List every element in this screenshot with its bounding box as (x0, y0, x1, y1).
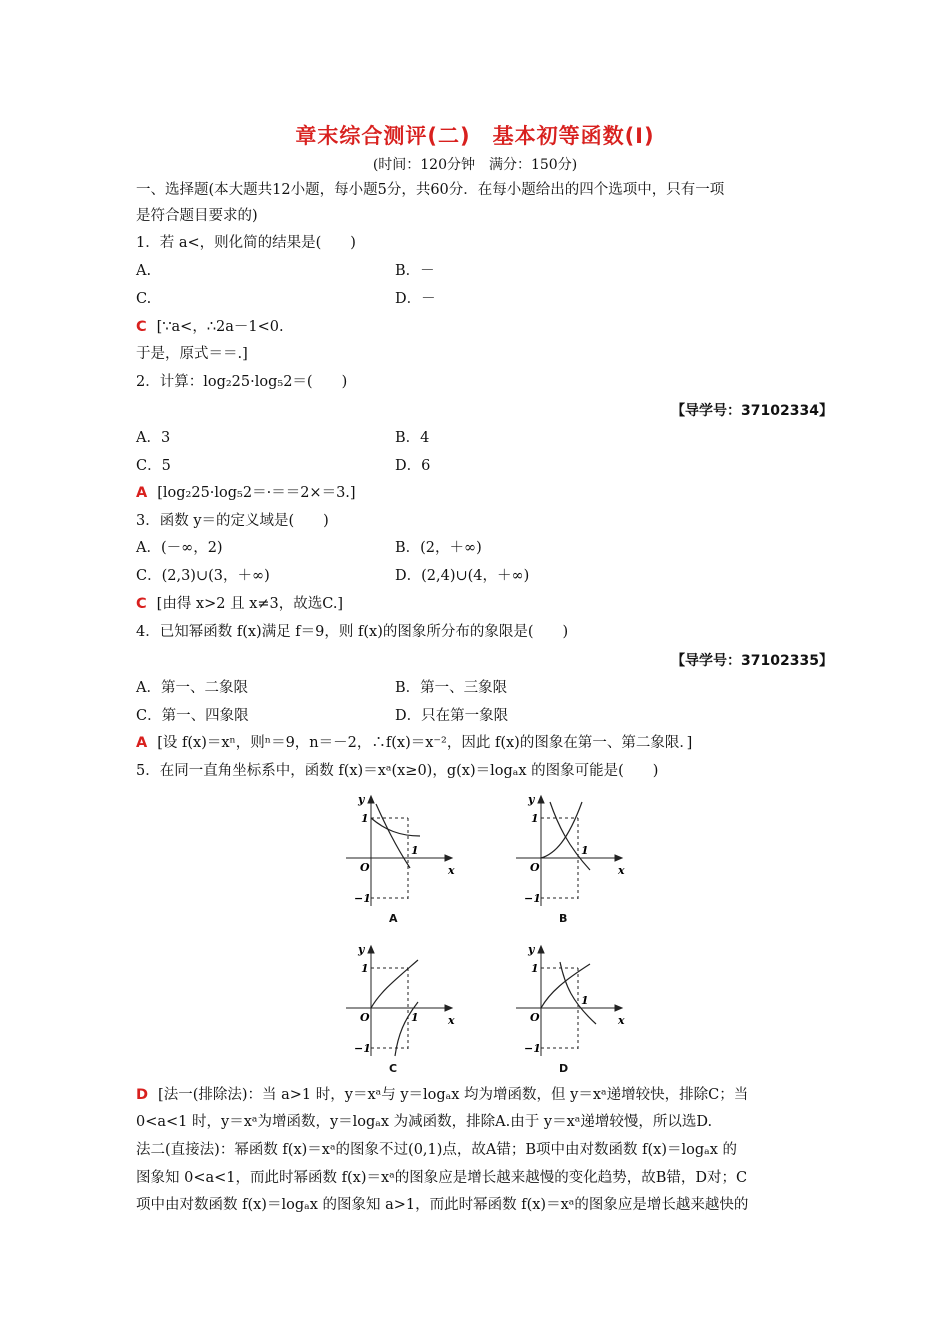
q3-solution: C [由得 x>2 且 x≠3，故选C.] (136, 596, 344, 612)
graph-b (510, 790, 630, 925)
graph-c-tick-1: 1 (361, 962, 369, 975)
q4-solution: A [设 f(x)＝xⁿ，则ⁿ＝9，n＝－2，∴f(x)＝x⁻²，因此 f(x)的图象在第一、第二象限．] (136, 735, 693, 751)
q5-solution-line4: 图象知 0<a<1，而此时幂函数 f(x)＝xᵃ的图象应是增长越来越慢的变化趋势，故B错，D对；C (136, 1170, 748, 1186)
graph-d (510, 940, 630, 1075)
graph-a-tick-neg1: −1 (354, 892, 371, 905)
graph-c (340, 940, 460, 1075)
graph-c-y-label: y (358, 943, 365, 956)
graph-d-tick-neg1: −1 (524, 1042, 541, 1055)
q2-solution: A [log₂25·log₅2＝·＝＝2×＝3.] (136, 485, 356, 501)
graph-a-label: A (389, 912, 398, 925)
graph-a (340, 790, 460, 925)
graph-d-y-label: y (528, 943, 535, 956)
graph-c-x-label: x (448, 1014, 455, 1027)
q2-answer: A (136, 485, 148, 501)
graph-d-origin: O (530, 1011, 540, 1024)
q1-option-c: C. (136, 291, 152, 307)
q1-option-d: D．－ (395, 291, 436, 307)
q4-option-d: D．只在第一象限 (395, 708, 509, 724)
q4-option-b: B．第一、三象限 (395, 680, 508, 696)
q5-answer: D (136, 1087, 149, 1103)
q5-solution-line3: 法二(直接法)：幂函数 f(x)＝xᵃ的图象不过(0,1)点，故A错；B项中由对数函数 f(x)＝logₐx 的 (136, 1142, 738, 1158)
graph-d-tick-1: 1 (531, 962, 539, 975)
graph-b-tick-1-x: 1 (581, 844, 589, 857)
q4-option-c: C．第一、四象限 (136, 708, 249, 724)
q1-solution-cont: 于是，原式＝＝.] (136, 346, 248, 362)
q3-answer: C (136, 596, 147, 612)
q2-option-a: A．3 (136, 430, 171, 446)
q5-solution-line2: 0<a<1 时，y＝xᵃ为增函数，y＝logₐx 为减函数，排除A.由于 y＝xᵃ递增较慢，所以选D. (136, 1114, 713, 1130)
q1-answer: C (136, 319, 147, 335)
page-subtitle: (时间：120分钟 满分：150分) (372, 157, 578, 173)
q3-stem: 3．函数 y＝的定义域是( ) (136, 513, 329, 529)
q2-guide-number: 【导学号：37102334】 (671, 403, 833, 419)
graph-b-tick-neg1: −1 (524, 892, 541, 905)
graph-d-x-label: x (618, 1014, 625, 1027)
graph-c-origin: O (360, 1011, 370, 1024)
q3-option-d: D．(2,4)∪(4，＋∞) (395, 568, 530, 584)
graph-c-tick-1-x: 1 (411, 1011, 419, 1024)
q3-option-b: B．(2，＋∞) (395, 540, 482, 556)
q5-solution: D [法一(排除法)：当 a>1 时，y＝xᵃ与 y＝logₐx 均为增函数，但 y＝xᵃ递增较快，排除C；当 (136, 1087, 749, 1103)
graph-d-tick-1-x: 1 (581, 994, 589, 1007)
graph-b-x-label: x (618, 864, 625, 877)
q2-stem: 2．计算：log₂25·log₅2＝( ) (136, 374, 348, 390)
graph-c-label: C (389, 1062, 398, 1075)
q2-option-b: B．4 (395, 430, 430, 446)
q1-stem: 1．若 a<，则化简的结果是( ) (136, 235, 356, 251)
q1-option-a: A. (136, 263, 152, 279)
q5-solution-line5: 项中由对数函数 f(x)＝logₐx 的图象知 a>1，而此时幂函数 f(x)＝xᵃ的图象应是增长越来越快的 (136, 1197, 749, 1213)
graph-a-origin: O (360, 861, 370, 874)
q4-answer: A (136, 735, 148, 751)
graph-c-tick-neg1: −1 (354, 1042, 371, 1055)
graph-a-x-label: x (448, 864, 455, 877)
graph-d-label: D (559, 1062, 569, 1075)
q1-solution: C [∵a<，∴2a－1<0. (136, 319, 284, 335)
graph-b-label: B (559, 912, 568, 925)
q5-stem: 5．在同一直角坐标系中，函数 f(x)＝xᵃ(x≥0)，g(x)＝logₐx 的图象可能是( ) (136, 763, 659, 779)
q3-option-a: A．(－∞，2) (136, 540, 223, 556)
q1-option-b: B．－ (395, 263, 435, 279)
section-intro-cont: 是符合题目要求的) (136, 208, 258, 224)
q2-option-d: D．6 (395, 458, 431, 474)
page-title: 章末综合测评(二) 基本初等函数(Ⅰ) (295, 124, 655, 148)
graph-a-tick-1-x: 1 (411, 844, 419, 857)
q3-option-c: C．(2,3)∪(3，＋∞) (136, 568, 270, 584)
graph-b-origin: O (530, 861, 540, 874)
graph-a-y-label: y (358, 793, 365, 806)
q4-stem: 4．已知幂函数 f(x)满足 f＝9，则 f(x)的图象所分布的象限是( ) (136, 624, 569, 640)
q4-guide-number: 【导学号：37102335】 (671, 653, 833, 669)
graph-b-tick-1: 1 (531, 812, 539, 825)
section-intro: 一、选择题(本大题共12小题，每小题5分，共60分．在每小题给出的四个选项中，只有一项 (136, 182, 725, 198)
q4-option-a: A．第一、二象限 (136, 680, 248, 696)
graph-b-y-label: y (528, 793, 535, 806)
q2-option-c: C．5 (136, 458, 171, 474)
graph-a-tick-1: 1 (361, 812, 369, 825)
